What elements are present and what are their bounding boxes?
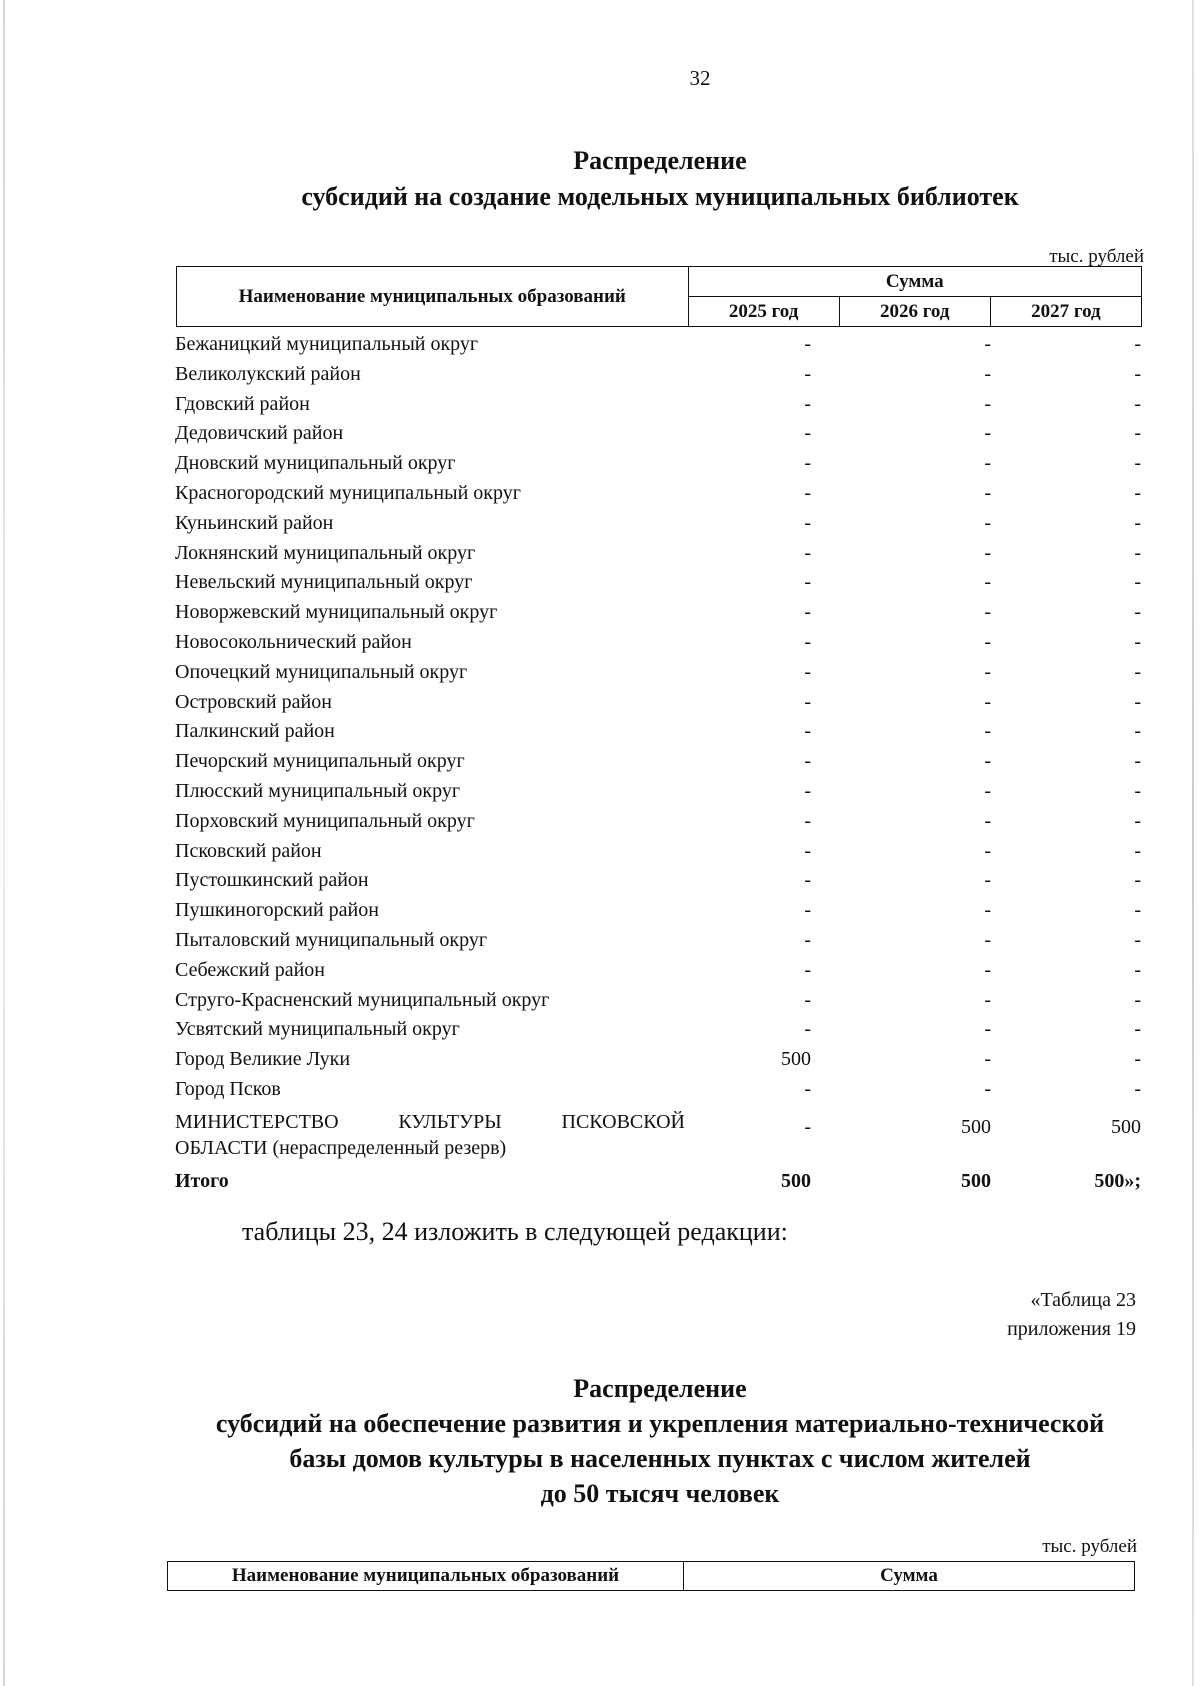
row-value-2026: - bbox=[984, 958, 991, 981]
table-row bbox=[175, 598, 1141, 628]
row-value-2025: - bbox=[804, 928, 811, 951]
row-name: Порховский муниципальный округ bbox=[175, 809, 475, 832]
row-name: Пыталовский муниципальный округ bbox=[175, 928, 488, 951]
row-value-2027: - bbox=[1134, 362, 1141, 385]
row-name: Пушкиногорский район bbox=[175, 899, 379, 922]
row-value-2026: - bbox=[984, 1077, 991, 1100]
row-value-2026: - bbox=[984, 601, 991, 624]
row-value-2025: - bbox=[804, 750, 811, 773]
row-value-2026: - bbox=[984, 1048, 991, 1071]
row-name: Великолукский район bbox=[175, 362, 361, 385]
table1-units: тыс. рублей bbox=[1049, 246, 1144, 267]
row-value-2026: - bbox=[984, 362, 991, 385]
table1-title-line1: Распределение bbox=[573, 146, 747, 175]
row-name: Опочецкий муниципальный округ bbox=[175, 660, 468, 683]
row-name: Красногородский муниципальный округ bbox=[175, 481, 521, 504]
row-value-2027: - bbox=[1134, 601, 1141, 624]
row-value-2027: - bbox=[1134, 511, 1141, 534]
row-value-2025: - bbox=[804, 362, 811, 385]
row-value-2026: - bbox=[984, 928, 991, 951]
row-name: Струго-Красненский муниципальный округ bbox=[175, 988, 550, 1011]
table-row bbox=[175, 717, 1141, 747]
row-value-2025: 500 bbox=[781, 1048, 811, 1071]
table-row bbox=[175, 1045, 1141, 1075]
table-row bbox=[175, 539, 1141, 569]
table-row bbox=[175, 956, 1141, 986]
row-name: Локнянский муниципальный округ bbox=[175, 541, 476, 564]
row-name-word: ПСКОВСКОЙ bbox=[561, 1110, 685, 1133]
row-value-2027: - bbox=[1134, 660, 1141, 683]
row-value-2027: - bbox=[1134, 333, 1141, 355]
row-value-2026: - bbox=[984, 809, 991, 832]
row-value-2025: - bbox=[804, 571, 811, 594]
row-value-2025: - bbox=[804, 839, 811, 862]
row-value-2026: - bbox=[984, 899, 991, 922]
table-row bbox=[175, 1075, 1141, 1105]
row-value-2027: - bbox=[1134, 899, 1141, 922]
row-value-2025: - bbox=[804, 422, 811, 445]
row-value-2026: - bbox=[984, 988, 991, 1011]
table2-title-line4: до 50 тысяч человек bbox=[540, 1479, 780, 1508]
table-row bbox=[175, 658, 1141, 688]
row-value-2025: - bbox=[804, 1077, 811, 1100]
row-value-2027: - bbox=[1134, 779, 1141, 802]
row-value-2027: - bbox=[1134, 452, 1141, 475]
table-row bbox=[175, 896, 1141, 926]
row-value-2027: - bbox=[1134, 690, 1141, 713]
row-name: Палкинский район bbox=[175, 720, 335, 743]
row-value-2027: - bbox=[1134, 928, 1141, 951]
row-value-2027: - bbox=[1134, 750, 1141, 773]
row-value-2025: - bbox=[804, 511, 811, 534]
row-value-2026: - bbox=[984, 690, 991, 713]
table-row bbox=[175, 449, 1141, 479]
table-row bbox=[175, 866, 1141, 896]
row-value-2025: - bbox=[804, 809, 811, 832]
page-number: 32 bbox=[689, 66, 711, 90]
table-row bbox=[175, 1015, 1141, 1045]
row-name: Себежский район bbox=[175, 958, 325, 981]
row-name: Город Псков bbox=[175, 1077, 281, 1100]
table-row bbox=[175, 509, 1141, 539]
table23-ref-line1: «Таблица 23 bbox=[1030, 1289, 1136, 1311]
row-value-2026: - bbox=[984, 1018, 991, 1041]
table2-title-line2: субсидий на обеспечение развития и укрепления материально-технической bbox=[215, 1409, 1105, 1438]
table2-title-line1: Распределение bbox=[573, 1374, 747, 1403]
row-value-2025: - bbox=[804, 779, 811, 802]
row-value-2025: 500 bbox=[781, 1169, 811, 1192]
row-name-word: МИНИСТЕРСТВО bbox=[175, 1110, 339, 1133]
row-value-2025: - bbox=[804, 988, 811, 1011]
row-value-2027: - bbox=[1134, 958, 1141, 981]
row-value-2025: - bbox=[804, 392, 811, 415]
row-value-2026: - bbox=[984, 750, 991, 773]
table2-header bbox=[167, 1561, 1135, 1591]
row-value-2026: - bbox=[984, 630, 991, 653]
row-value-2025: - bbox=[804, 630, 811, 653]
row-name: Дедовичский район bbox=[175, 422, 344, 445]
row-name bbox=[175, 1109, 685, 1161]
table-row bbox=[175, 479, 1141, 509]
table-row bbox=[175, 568, 1141, 598]
row-value-2026: - bbox=[984, 511, 991, 534]
row-name: Куньинский район bbox=[175, 511, 334, 534]
row-value-2027: - bbox=[1134, 422, 1141, 445]
row-value-2026: - bbox=[984, 779, 991, 802]
table-row bbox=[175, 688, 1141, 718]
table-row bbox=[175, 360, 1141, 390]
table2-header-name: Наименование муниципальных образований bbox=[168, 1562, 684, 1591]
row-name: Дновский муниципальный округ bbox=[175, 452, 456, 475]
row-value-2027: - bbox=[1134, 1077, 1141, 1100]
row-value-2025: - bbox=[804, 958, 811, 981]
row-value-2027: - bbox=[1134, 1018, 1141, 1041]
table1-title-line2: субсидий на создание модельных муниципальных библиотек bbox=[301, 182, 1019, 211]
row-name: Итого bbox=[175, 1169, 229, 1192]
row-value-2026: 500 bbox=[961, 1115, 991, 1138]
row-value-2026: - bbox=[984, 869, 991, 892]
row-value-2025: - bbox=[804, 452, 811, 475]
instruction-text: таблицы 23, 24 изложить в следующей редакции: bbox=[242, 1217, 788, 1246]
row-value-2026: - bbox=[984, 660, 991, 683]
row-value-2026: - bbox=[984, 392, 991, 415]
row-value-2025: - bbox=[804, 720, 811, 743]
row-name: Гдовский район bbox=[175, 392, 310, 415]
row-value-2027: 500»; bbox=[1094, 1169, 1141, 1192]
table-row bbox=[175, 986, 1141, 1016]
row-value-2025: - bbox=[804, 660, 811, 683]
table-row-ministry bbox=[175, 1105, 1141, 1167]
row-value-2026: - bbox=[984, 839, 991, 862]
row-value-2025: - bbox=[804, 899, 811, 922]
table-row bbox=[175, 926, 1141, 956]
row-name: Новоржевский муниципальный округ bbox=[175, 601, 498, 624]
row-value-2025: - bbox=[804, 869, 811, 892]
row-value-2027: 500 bbox=[1111, 1115, 1141, 1138]
table1-header-year-2027: 2027 год bbox=[990, 297, 1141, 327]
row-name: Невельский муниципальный округ bbox=[175, 571, 473, 594]
row-name-line1 bbox=[175, 1109, 685, 1135]
row-name-line2: ОБЛАСТИ (нераспределенный резерв) bbox=[175, 1136, 507, 1159]
table-row bbox=[175, 837, 1141, 867]
row-value-2027: - bbox=[1134, 392, 1141, 415]
row-name: Усвятский муниципальный округ bbox=[175, 1018, 460, 1041]
table1-header-name: Наименование муниципальных образований bbox=[177, 267, 689, 327]
table23-ref-line2: приложения 19 bbox=[1007, 1318, 1136, 1340]
row-value-2025: - bbox=[804, 333, 811, 355]
row-value-2026: - bbox=[984, 452, 991, 475]
row-value-2026: - bbox=[984, 481, 991, 504]
row-name: Пустошкинский район bbox=[175, 869, 369, 892]
table2-units: тыс. рублей bbox=[1042, 1536, 1137, 1557]
row-value-2027: - bbox=[1134, 1048, 1141, 1071]
row-name: Бежаницкий муниципальный округ bbox=[175, 333, 479, 355]
row-value-2026: 500 bbox=[961, 1169, 991, 1192]
table2-title-line3: базы домов культуры в населенных пунктах с числом жителей bbox=[289, 1444, 1031, 1473]
row-value-2026: - bbox=[984, 422, 991, 445]
row-name: Новосокольнический район bbox=[175, 630, 412, 653]
row-name: Город Великие Луки bbox=[175, 1048, 351, 1071]
row-value-2026: - bbox=[984, 720, 991, 743]
row-value-2025: - bbox=[804, 1115, 811, 1138]
table-row bbox=[175, 807, 1141, 837]
row-value-2027: - bbox=[1134, 869, 1141, 892]
table1-header-year-2025: 2025 год bbox=[688, 297, 839, 327]
table-row-total bbox=[175, 1167, 1141, 1207]
table-row bbox=[175, 419, 1141, 449]
table2-header-sum: Сумма bbox=[684, 1562, 1135, 1591]
table-row bbox=[175, 747, 1141, 777]
row-name: Псковский район bbox=[175, 839, 322, 862]
table-row bbox=[175, 628, 1141, 658]
row-value-2027: - bbox=[1134, 630, 1141, 653]
table-row bbox=[175, 330, 1141, 360]
table-row bbox=[175, 777, 1141, 807]
table1-header-sum: Сумма bbox=[688, 267, 1141, 297]
row-value-2025: - bbox=[804, 690, 811, 713]
row-value-2027: - bbox=[1134, 571, 1141, 594]
row-value-2025: - bbox=[804, 481, 811, 504]
row-value-2027: - bbox=[1134, 839, 1141, 862]
row-value-2026: - bbox=[984, 571, 991, 594]
row-value-2025: - bbox=[804, 541, 811, 564]
row-value-2025: - bbox=[804, 601, 811, 624]
row-name-word: КУЛЬТУРЫ bbox=[398, 1110, 502, 1133]
row-value-2025: - bbox=[804, 1018, 811, 1041]
row-name: Печорский муниципальный округ bbox=[175, 750, 465, 773]
row-value-2027: - bbox=[1134, 481, 1141, 504]
row-value-2027: - bbox=[1134, 541, 1141, 564]
row-value-2027: - bbox=[1134, 720, 1141, 743]
row-value-2026: - bbox=[984, 541, 991, 564]
row-value-2026: - bbox=[984, 333, 991, 355]
row-name: Островский район bbox=[175, 690, 332, 713]
row-value-2027: - bbox=[1134, 809, 1141, 832]
table1-header bbox=[176, 266, 1142, 327]
table1-body bbox=[175, 330, 1141, 1207]
table1-header-year-2026: 2026 год bbox=[839, 297, 990, 327]
row-value-2027: - bbox=[1134, 988, 1141, 1011]
table-row bbox=[175, 390, 1141, 420]
row-name: Плюсский муниципальный округ bbox=[175, 779, 461, 802]
